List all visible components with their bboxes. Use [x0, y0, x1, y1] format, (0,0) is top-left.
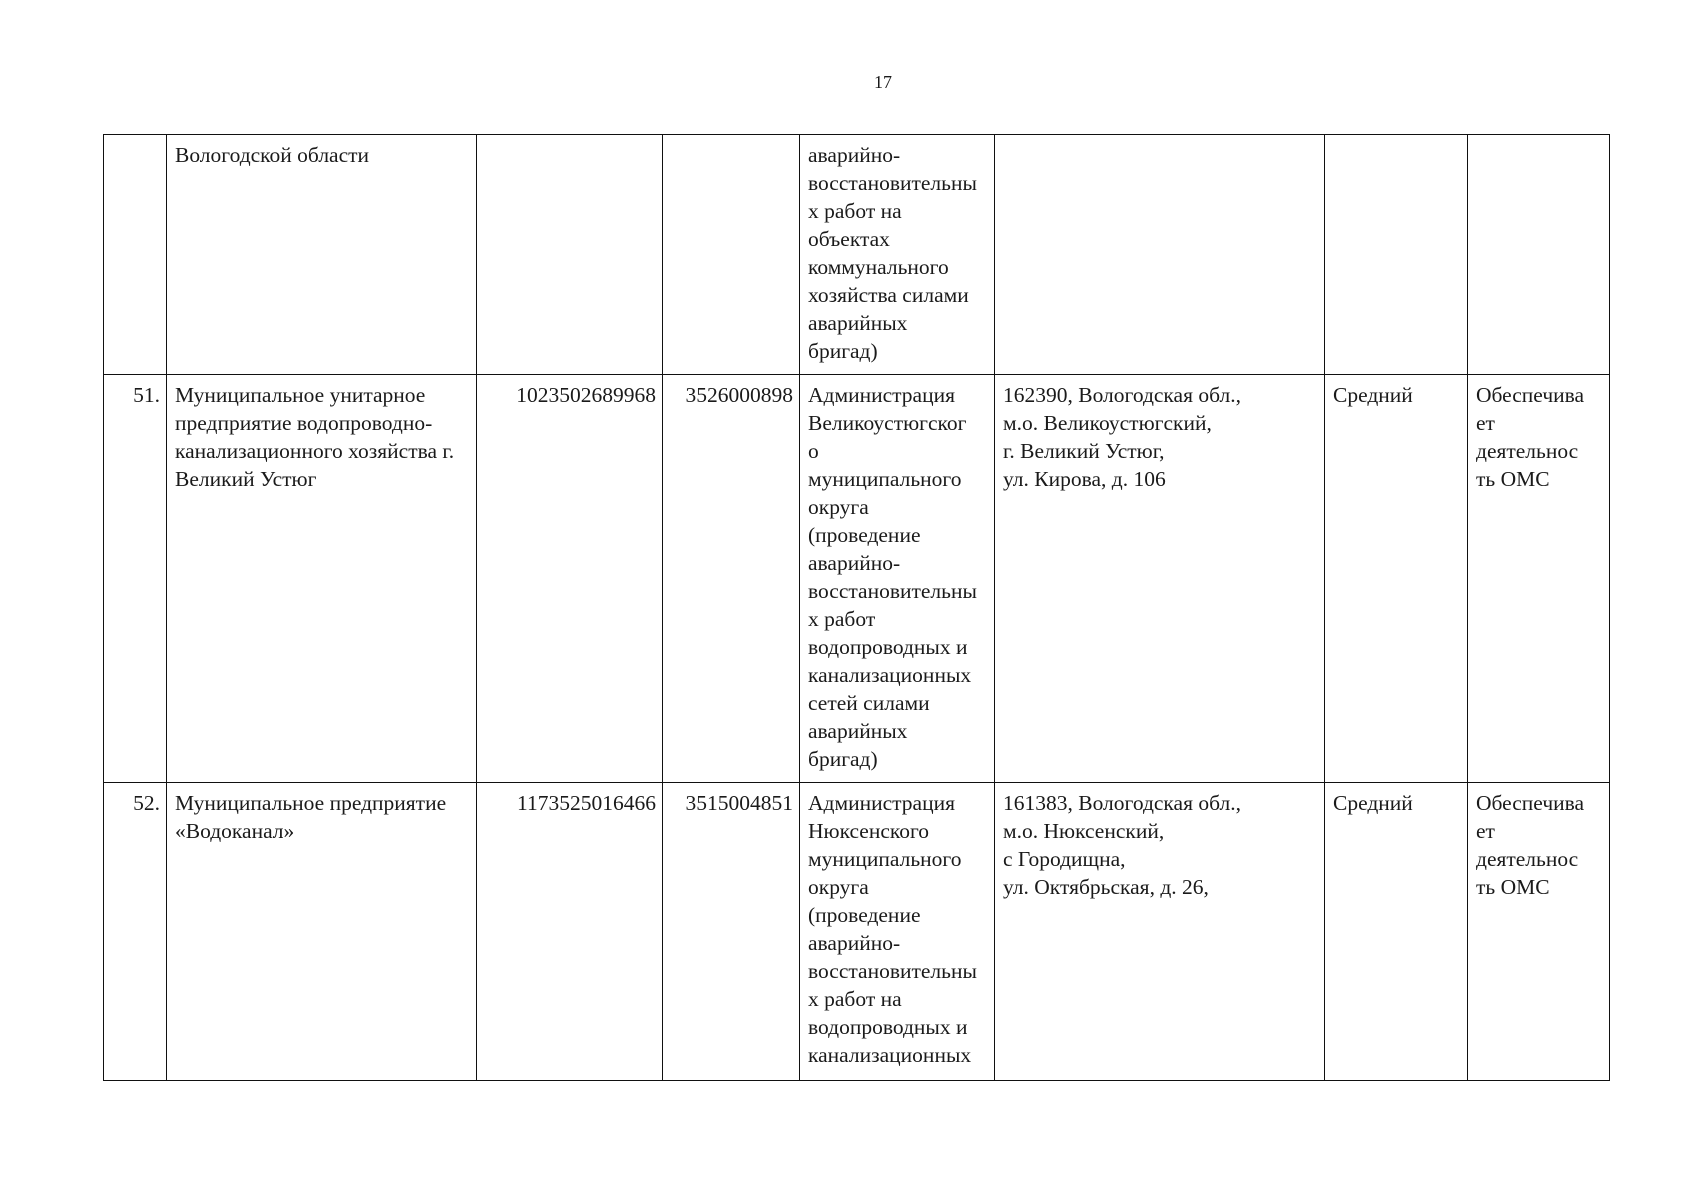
note-cell	[1468, 135, 1610, 375]
row-number-cell: 52.	[104, 783, 167, 1081]
activity-line: аварийно-	[808, 931, 901, 955]
inn-cell: 3515004851	[663, 783, 800, 1081]
activity-line: восстановительны	[808, 171, 977, 195]
activity-line: Администрация	[808, 383, 955, 407]
activity-line: х работ на	[808, 199, 902, 223]
activity-line: округа	[808, 875, 869, 899]
note-line: ть ОМС	[1476, 467, 1550, 491]
inn-cell	[663, 135, 800, 375]
ogrn-cell: 1173525016466	[477, 783, 663, 1081]
activity-line: хозяйства силами	[808, 283, 969, 307]
risk-category-cell	[1325, 135, 1468, 375]
activity-line: сетей силами	[808, 691, 930, 715]
activity-line: (проведение	[808, 523, 921, 547]
activity-line: бригад)	[808, 747, 878, 771]
organization-name-cell: Вологодской области	[167, 135, 477, 375]
row-number-cell: 51.	[104, 375, 167, 783]
activity-line: объектах	[808, 227, 890, 251]
organization-name-cell: Муниципальное унитарное предприятие водопроводно-канализационного хозяйства г. Великий Устюг	[167, 375, 477, 783]
note-line: ть ОМС	[1476, 875, 1550, 899]
activity-line: Администрация	[808, 791, 955, 815]
note-line: Обеспечива	[1476, 791, 1585, 815]
address-line: ул. Кирова, д. 106	[1003, 467, 1166, 491]
activity-line: Нюксенского	[808, 819, 930, 843]
risk-category-cell: Средний	[1325, 783, 1468, 1081]
activity-line: восстановительны	[808, 579, 977, 603]
note-cell	[1468, 375, 1610, 783]
activity-line: муниципального	[808, 467, 962, 491]
note-line: ет	[1476, 411, 1495, 435]
note-line: Обеспечива	[1476, 383, 1585, 407]
address-line: 162390, Вологодская обл.,	[1003, 383, 1241, 407]
activity-line: водопроводных и	[808, 635, 968, 659]
ogrn-cell: 1023502689968	[477, 375, 663, 783]
activity-line: муниципального	[808, 847, 962, 871]
activity-line: канализационных	[808, 1043, 972, 1067]
risk-category-cell: Средний	[1325, 375, 1468, 783]
address-line: 161383, Вологодская обл.,	[1003, 791, 1241, 815]
activity-line: бригад)	[808, 339, 878, 363]
note-line: ет	[1476, 819, 1495, 843]
activity-line: округа	[808, 495, 869, 519]
activity-line: аварийных	[808, 311, 908, 335]
activity-line: о	[808, 439, 819, 463]
activity-line: (проведение	[808, 903, 921, 927]
registry-table	[103, 134, 1610, 1081]
table-row	[104, 783, 1610, 1081]
row-number-cell	[104, 135, 167, 375]
activity-line: аварийно-	[808, 551, 901, 575]
address-cell	[995, 135, 1325, 375]
activity-line: водопроводных и	[808, 1015, 968, 1039]
address-line: ул. Октябрьская, д. 26,	[1003, 875, 1209, 899]
activity-line: аварийных	[808, 719, 908, 743]
ogrn-cell	[477, 135, 663, 375]
activity-line: коммунального	[808, 255, 949, 279]
activity-cell	[800, 375, 995, 783]
activity-line: канализационных	[808, 663, 972, 687]
address-line: с Городищна,	[1003, 847, 1126, 871]
table-row	[104, 375, 1610, 783]
address-line: м.о. Великоустюгский,	[1003, 411, 1212, 435]
activity-line: аварийно-	[808, 143, 901, 167]
inn-cell: 3526000898	[663, 375, 800, 783]
table-row	[104, 135, 1610, 375]
activity-line: Великоустюгског	[808, 411, 967, 435]
address-cell	[995, 783, 1325, 1081]
page-number: 17	[874, 72, 892, 92]
address-cell	[995, 375, 1325, 783]
organization-name-cell: Муниципальное предприятие «Водоканал»	[167, 783, 477, 1081]
note-cell	[1468, 783, 1610, 1081]
address-line: м.о. Нюксенский,	[1003, 819, 1165, 843]
activity-line: х работ на	[808, 987, 902, 1011]
note-line: деятельнос	[1476, 847, 1579, 871]
address-line: г. Великий Устюг,	[1003, 439, 1165, 463]
note-line: деятельнос	[1476, 439, 1579, 463]
activity-cell	[800, 783, 995, 1081]
activity-line: восстановительны	[808, 959, 977, 983]
activity-line: х работ	[808, 607, 876, 631]
activity-cell	[800, 135, 995, 375]
